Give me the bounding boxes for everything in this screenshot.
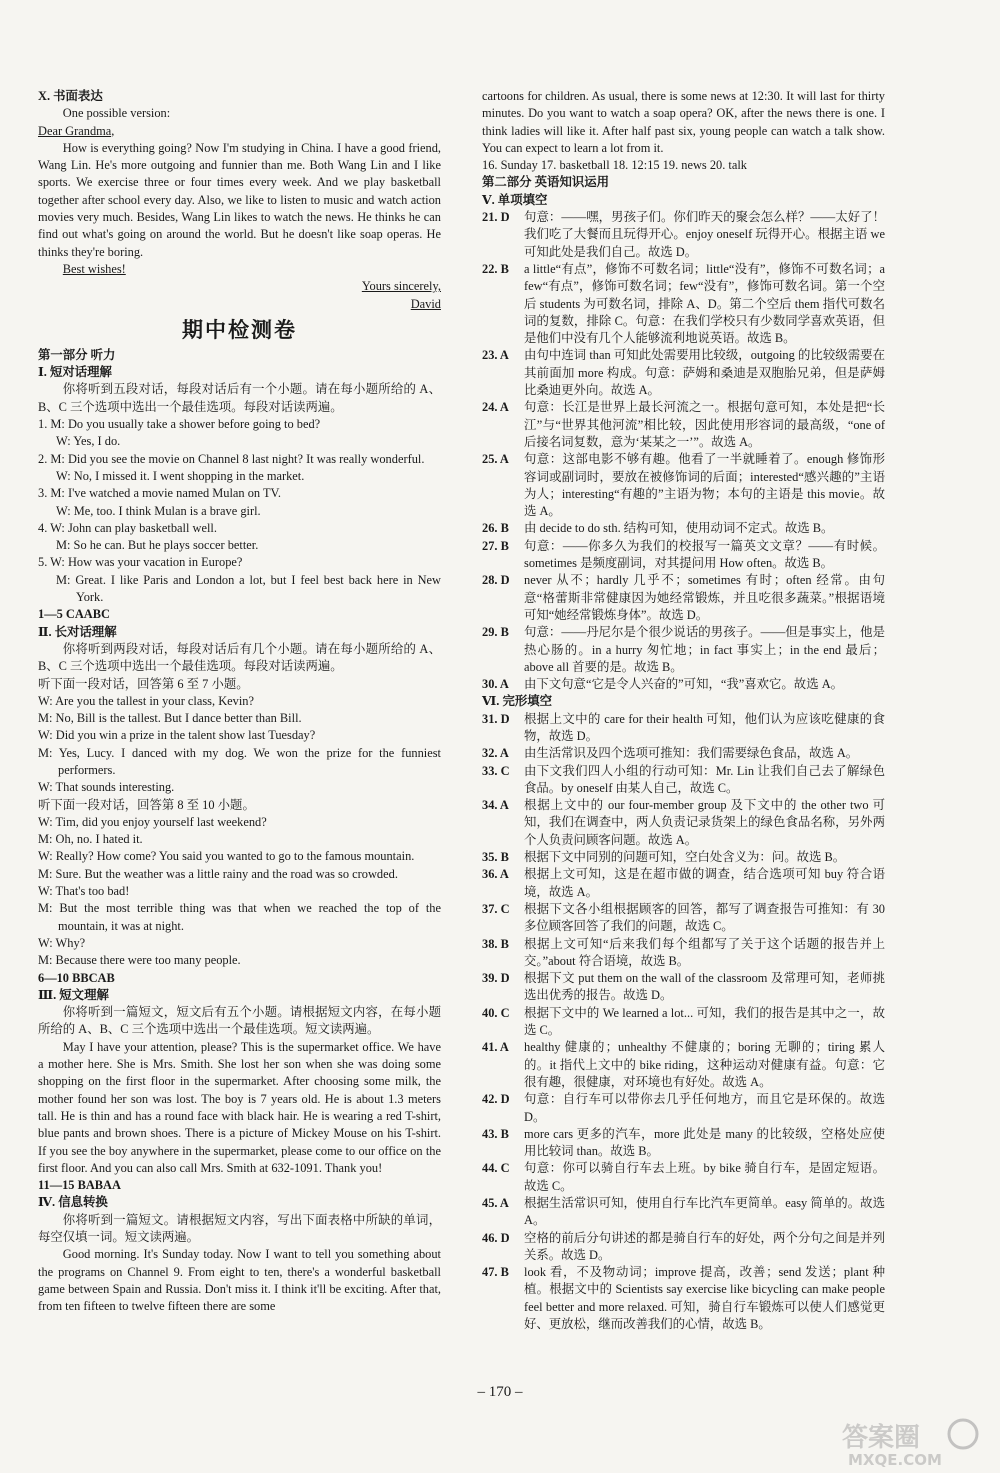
answer-number: 27. B xyxy=(482,538,509,553)
answers-6-10: 6—10 BBCAB xyxy=(38,970,115,985)
answer-explanation: 句意：长江是世界上最长河流之一。根据句意可知，本处是把“长江”与“世界其他河流”相比较，因此使用形容词的最高级，“one of 后接名词复数，意为‘某某之一’”。故选 A。 xyxy=(524,400,885,449)
answer-number: 36. A xyxy=(482,867,509,882)
cloze-explanations xyxy=(482,711,885,1334)
answer-explanation: 由生活常识及四个选项可推知：我们需要绿色食品，故选 A。 xyxy=(524,746,859,761)
answer-explanation: 句意：你可以骑自行车去上班。by bike 骑自行车，是固定短语。故选 C。 xyxy=(524,1161,885,1193)
answer-item xyxy=(482,1091,885,1126)
answer-item xyxy=(482,866,885,901)
answer-item xyxy=(482,1230,885,1265)
answer-item xyxy=(482,624,885,676)
section4-intro: 你将听到一篇短文。请根据短文内容，写出下面表格中所缺的单词，每空仅填一词。短文读两遍。 xyxy=(38,1212,441,1244)
section5-heading: Ⅴ. 单项填空 xyxy=(482,192,548,207)
dialog-line: M: Because there were too many people. xyxy=(38,953,241,968)
section3-passage: May I have your attention, please? This is the supermarket office. We have a mother here. She is Mrs. Smith. She lost her son when she was doing some shopping on the first floor in the supermarket. After choosing some milk, the mother found her son was lost. The boy is 7 years old. He is about 1.3 meters tall. He is thin and has a round face with black hair. He is wearing a red T-shirt, blue pants and brown shoes. There is a picture of Mickey Mouse on his T-shirt. If you see the boy anywhere in the supermarket, please come to our office on the first floor. And you can also call Mrs. Smith at 632-1091. Thank you! xyxy=(38,1039,441,1175)
long-dialogs xyxy=(38,676,441,970)
dialog-line: M: But the most terrible thing was that when we reached the top of the mountain, it was at night. xyxy=(38,901,441,933)
answer-explanation: 句意：这部电影不够有趣。他看了一半就睡着了。enough 修饰形容词或副词时，要放在被修饰词的后面；interested“感兴趣的”主语为人；interesting“有趣的”主语为物；本句的主语是 this movie。故选 A。 xyxy=(524,452,885,519)
answers-1-5: 1—5 CAABC xyxy=(38,607,110,622)
answer-item xyxy=(482,745,885,762)
answer-item xyxy=(482,538,885,573)
watermark-icon xyxy=(838,1416,988,1468)
answer-explanation: 根据下文中的 We learned a lot... 可知，我们的报告是其中之一，故选 C。 xyxy=(524,1005,885,1038)
dialog-line: 1. M: Do you usually take a shower before going to bed? xyxy=(38,417,321,432)
answer-explanation: 句意：自行车可以带你去几乎任何地方，而且它是环保的。故选 D。 xyxy=(524,1092,885,1124)
dialog-line: 2. M: Did you see the movie on Channel 8 last night? It was really wonderful. xyxy=(38,451,425,466)
answer-number: 41. A xyxy=(482,1040,509,1055)
answer-item xyxy=(482,763,885,798)
dialog-line: M: No, Bill is the tallest. But I dance better than Bill. xyxy=(38,711,302,726)
answer-explanation: 句意：——嘿，男孩子们。你们昨天的聚会怎么样？——太好了！我们吃了大餐而且玩得开心。enjoy oneself 玩得开心。根据主语 we 可知此处是我们自己。故选 D。 xyxy=(524,210,885,259)
answer-explanation: 由句中连词 than 可知此处需要用比较级，outgoing 的比较级需要在其前面加 more 构成。句意：萨姆和桑迪是双胞胎兄弟，但是萨姆比桑迪更外向。故选 A。 xyxy=(524,348,885,398)
dialog-line: W: Did you win a prize in the talent show last Tuesday? xyxy=(38,728,316,743)
answer-item xyxy=(482,261,885,347)
answer-number: 24. A xyxy=(482,400,509,415)
answer-number: 37. C xyxy=(482,901,510,916)
section3-intro: 你将听到一篇短文，短文后有五个小题。请根据短文内容，在每小题所给的 A、B、C 三个选项中选出一个最佳选项。短文读两遍。 xyxy=(38,1005,441,1037)
answer-explanation: 由 decide to do sth. 结构可知，使用动词不定式。故选 B。 xyxy=(524,521,834,536)
answer-number: 31. D xyxy=(482,711,510,726)
answers-11-15: 11—15 BABAA xyxy=(38,1178,121,1193)
watermark-logo xyxy=(838,1416,988,1468)
dialog-line: 5. W: How was your vacation in Europe? xyxy=(38,555,243,570)
section2-intro: 你将听到两段对话，每段对话后有几个小题。请在每小题所给的 A、B、C 三个选项中选出一个最佳选项。每段对话读两遍。 xyxy=(38,641,441,674)
answer-item xyxy=(482,1195,885,1230)
watermark-text: 答案圈 xyxy=(842,1423,921,1453)
section4-heading: Ⅳ. 信息转换 xyxy=(38,1195,108,1210)
writing-heading: X. 书面表达 xyxy=(38,89,103,103)
answer-item xyxy=(482,711,885,746)
answer-item xyxy=(482,849,885,866)
answer-number: 46. D xyxy=(482,1230,510,1245)
dialog-line: W: No, I missed it. I went shopping in the market. xyxy=(56,468,305,483)
dialog-line: 听下面一段对话，回答第 6 至 7 小题。 xyxy=(38,676,249,691)
answer-explanation: 根据上文可知“后来我们每个组都写了关于这个话题的报告并上交。”about 符合语境，故选 B。 xyxy=(524,936,885,968)
part1-heading: 第一部分 听力 xyxy=(38,347,116,362)
answer-explanation: 根据下文 put them on the wall of the classroom 及常理可知，老师挑选出优秀的报告。故选 D。 xyxy=(524,971,885,1003)
dialog-line: W: Why? xyxy=(38,935,86,950)
answer-item xyxy=(482,936,885,971)
answer-number: 33. C xyxy=(482,763,510,778)
answer-number: 23. A xyxy=(482,348,509,363)
answer-number: 42. D xyxy=(482,1092,510,1107)
answer-number: 43. B xyxy=(482,1126,509,1141)
answer-number: 21. D xyxy=(482,210,510,225)
answer-explanation: never 从不；hardly 几乎不；sometimes 有时；often 经常。由句意“格蕾斯非常健康因为她经常锻炼，并且吃很多蔬菜。”根据语境可知“她经常锻炼身体”。故选 D。 xyxy=(524,573,885,622)
answer-explanation: 句意：——你多久为我们的校报写一篇英文文章？——有时候。sometimes 是频度副词，对其提问用 How often。故选 B。 xyxy=(524,538,885,571)
dialog-line: W: That sounds interesting. xyxy=(38,780,175,795)
answer-explanation: 根据下文各小组根据顾客的回答，都写了调查报告可推知：有 30 多位顾客回答了我们的问题，故选 C。 xyxy=(524,901,885,934)
answer-item xyxy=(482,1039,885,1091)
dialog-line: W: Are you the tallest in your class, Kevin? xyxy=(38,693,254,708)
answer-number: 26. B xyxy=(482,521,509,536)
answer-item xyxy=(482,1160,885,1195)
answer-number: 40. C xyxy=(482,1005,510,1020)
single-choice-explanations xyxy=(482,209,885,693)
section6-heading: Ⅵ. 完形填空 xyxy=(482,694,553,709)
section2-heading: Ⅱ. 长对话理解 xyxy=(38,624,117,639)
writing-sample xyxy=(38,105,441,313)
answer-explanation: more cars 更多的汽车，more 此处是 many 的比较级，空格处应使用比较词 than。故选 B。 xyxy=(524,1126,885,1159)
dialog-line: W: Tim, did you enjoy yourself last weekend? xyxy=(38,814,267,829)
answer-explanation: 根据下文中同别的问题可知，空白处含义为：问。故选 B。 xyxy=(524,850,846,865)
answer-item xyxy=(482,676,885,693)
dialog-line: 3. M: I've watched a movie named Mulan on TV. xyxy=(38,486,281,501)
watermark-url: MXQE.COM xyxy=(848,1451,942,1468)
answer-item xyxy=(482,1264,885,1333)
answer-item xyxy=(482,797,885,849)
answer-number: 47. B xyxy=(482,1265,509,1280)
section1-heading: Ⅰ. 短对话理解 xyxy=(38,365,112,380)
dialog-line: W: Yes, I do. xyxy=(56,434,121,449)
answer-explanation: 根据上文中的 our four-member group 及下文中的 the other two 可知，我们在调查中，两人负责记录货架上的绿色食品名称，另外两个人负责问顾客问题。故选 A。 xyxy=(524,798,885,847)
answer-number: 44. C xyxy=(482,1161,510,1176)
answer-number: 45. A xyxy=(482,1196,509,1210)
answer-explanation: 根据上文可知，这是在超市做的调查，结合选项可知 buy 符合语境，故选 A。 xyxy=(524,867,885,899)
answer-item xyxy=(482,970,885,1005)
section3-heading: Ⅲ. 短文理解 xyxy=(38,987,109,1002)
answer-explanation: healthy 健康的；unhealthy 不健康的；boring 无聊的；tiring 累人的。it 指代上文中的 bike riding，这种运动对健康有益。句意：它很有趣，很健康，对环境也有好处。故选 A。 xyxy=(524,1040,885,1089)
answer-number: 29. B xyxy=(482,625,509,640)
answer-number: 34. A xyxy=(482,798,509,813)
left-column xyxy=(38,88,441,1315)
answer-explanation: look 看，不及物动词；improve 提高，改善；send 发送；plant 种植。根据文中的 Scientists say exercise like bicycling can make people feel better and more relaxed. 可知，骑自行车锻炼可以使人们感觉更好、更放松，继而改善我们的心情，故选 B。 xyxy=(524,1265,885,1332)
answer-item xyxy=(482,451,885,520)
answer-number: 28. D xyxy=(482,573,510,588)
dialog-line: M: So he can. But he plays soccer better. xyxy=(56,538,259,553)
answers-16-20: 16. Sunday 17. basketball 18. 12:15 19. news 20. talk xyxy=(482,158,747,173)
writing-line: Best wishes! xyxy=(62,261,126,276)
dialog-line: M: Yes, Lucy. I danced with my dog. We won the prize for the funniest performers. xyxy=(38,745,441,777)
answer-number: 38. B xyxy=(482,936,509,951)
dialog-line: W: Me, too. I think Mulan is a brave girl. xyxy=(56,503,261,518)
dialog-line: M: Great. I like Paris and London a lot, but I feel best back here in New York. xyxy=(56,572,441,605)
answer-explanation: 空格的前后分句讲述的都是骑自行车的好处，两个分句之间是并列关系。故选 D。 xyxy=(524,1230,885,1262)
answer-item xyxy=(482,1126,885,1161)
dialog-line: W: Really? How come? You said you wanted to go to the famous mountain. xyxy=(38,849,415,864)
answer-explanation: 根据生活常识可知，使用自行车比汽车更简单。easy 简单的。故选 A。 xyxy=(524,1196,885,1228)
short-dialogs xyxy=(38,416,441,606)
right-column xyxy=(482,88,885,1333)
answer-explanation: 由下文我们四人小组的行动可知：Mr. Lin 让我们自己去了解绿色食品。by oneself 由某人自己，故选 C。 xyxy=(524,763,885,795)
answer-number: 25. A xyxy=(482,452,509,467)
dialog-line: M: Oh, no. I hated it. xyxy=(38,832,143,847)
section4-passage-continued: cartoons for children. As usual, there is some news at 12:30. It will last for thirty minutes. Do you want to watch a soap opera? OK, after the news there is one. I think ladies will like it. After half past six, young people can watch a talk show. You can expect to learn a lot from it. xyxy=(482,89,885,155)
page-number: – 170 – xyxy=(477,1384,523,1400)
answer-item xyxy=(482,520,885,537)
answer-item xyxy=(482,901,885,936)
writing-line: David xyxy=(410,296,441,311)
dialog-line: 4. W: John can play basketball well. xyxy=(38,520,217,535)
writing-line: Dear Grandma, xyxy=(38,123,115,138)
writing-line: Yours sincerely, xyxy=(361,279,441,294)
answer-explanation: 由下文句意“它是令人兴奋的”可知，“我”喜欢它。故选 A。 xyxy=(524,677,844,692)
answer-item xyxy=(482,572,885,624)
answer-number: 30. A xyxy=(482,677,509,692)
answer-number: 32. A xyxy=(482,746,509,761)
writing-line: How is everything going? Now I'm studying in China. I have a good friend, Wang Lin. He's more outgoing and funnier than me. Both Wang Lin and I like sports. We exercise three or four times every week. And we play basketball together after school every day. Also, we like to listen to music and watch action movies very much. Besides, Wang Lin likes to watch the news. He thinks he can find out what's going on around the world. But he doesn't like soap operas. He thinks they're boring. xyxy=(38,140,441,259)
answer-item xyxy=(482,399,885,451)
dialog-line: 听下面一段对话，回答第 8 至 10 小题。 xyxy=(38,797,255,812)
answer-number: 35. B xyxy=(482,850,509,865)
section1-intro: 你将听到五段对话，每段对话后有一个小题。请在每小题所给的 A、B、C 三个选项中选出一个最佳选项。每段对话读两遍。 xyxy=(38,382,441,414)
answer-item xyxy=(482,1005,885,1040)
writing-line: One possible version: xyxy=(62,106,171,121)
answer-explanation: 根据上文中的 care for their health 可知，他们认为应该吃健康的食物，故选 D。 xyxy=(524,711,885,743)
part2-heading: 第二部分 英语知识运用 xyxy=(482,175,610,190)
answer-explanation: 句意：——丹尼尔是个很少说话的男孩子。——但是事实上，他是热心肠的。in a hurry 匆忙地；in fact 事实上；in the end 最后；above all 首要的是。故选 B。 xyxy=(524,625,885,674)
exam-title: 期中检测卷 xyxy=(182,317,297,342)
dialog-line: M: Sure. But the weather was a little rainy and the road was so crowded. xyxy=(38,866,398,881)
answer-item xyxy=(482,209,885,261)
answer-explanation: a little“有点”，修饰不可数名词；little“没有”，修饰不可数名词；a few“有点”，修饰可数名词；few“没有”，修饰可数名词。第一个空后 students 为可数名词，排除 A、D。第二个空后 them 指代可数名词的复数，排除 C。句意：在我们学校只有少数同学喜欢英语，但是他们中没有几个人能够流利地说英语。故选 B。 xyxy=(524,261,885,346)
answer-number: 39. D xyxy=(482,971,510,986)
answer-number: 22. B xyxy=(482,261,509,276)
dialog-line: W: That's too bad! xyxy=(38,884,130,899)
answer-item xyxy=(482,347,885,399)
section4-passage: Good morning. It's Sunday today. Now I want to tell you something about the programs on Channel 9. From eight to ten, there's a wonderful basketball game between Spain and Russia. Don't miss it. I think it'll be exciting. After that, from ten fifteen to twelve fifteen there are some xyxy=(38,1247,441,1314)
